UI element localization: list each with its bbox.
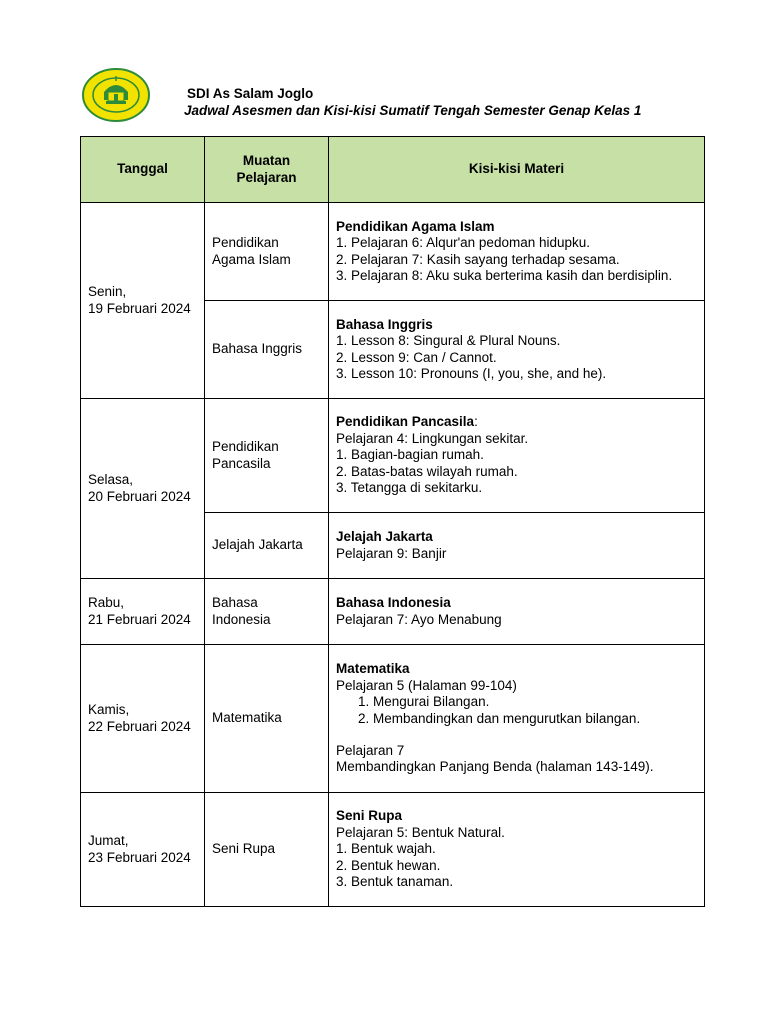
outline-line: 3. Tetangga di sekitarku.: [336, 480, 483, 496]
outline-title: Bahasa Inggris: [336, 316, 433, 332]
outline-line: 1. Pelajaran 6: Alqur'an pedoman hidupku.: [336, 235, 591, 251]
outline-line: Pelajaran 5: Bentuk Natural.: [336, 824, 505, 840]
outline-cell: [329, 399, 705, 513]
date-cell: [81, 579, 205, 645]
outline-line: 3. Bentuk tanaman.: [336, 874, 454, 890]
table-row: [81, 579, 705, 645]
subject-cell: Pendidikan Agama Islam: [205, 203, 329, 301]
outline-cell: [329, 301, 705, 399]
day-label: Selasa,: [88, 472, 134, 488]
outline-line: 2. Pelajaran 7: Kasih sayang terhadap sesama.: [336, 251, 620, 267]
numbered-item: 1. Mengurai Bilangan.: [358, 694, 490, 710]
column-header-subject: Muatan Pelajaran: [205, 137, 329, 203]
school-logo: [82, 68, 150, 122]
subject-cell: Bahasa Indonesia: [205, 579, 329, 645]
subject-cell: Pendidikan Pancasila: [205, 399, 329, 513]
table-row: [81, 203, 705, 301]
table-row: [81, 399, 705, 513]
day-label: Rabu,: [88, 595, 125, 611]
subject-cell: Seni Rupa: [205, 793, 329, 907]
outline-title: Matematika: [336, 661, 410, 677]
outline-line: 2. Bentuk hewan.: [336, 857, 441, 873]
outline-title-suffix: :: [474, 414, 478, 430]
table-row: [81, 793, 705, 907]
schedule-table: [80, 136, 705, 907]
outline-line: Pelajaran 7: [336, 742, 405, 758]
day-label: Senin,: [88, 284, 127, 300]
subject-cell: Bahasa Inggris: [205, 301, 329, 399]
outline-line: 3. Lesson 10: Pronouns (I, you, she, and he).: [336, 365, 607, 381]
outline-line: 2. Batas-batas wilayah rumah.: [336, 463, 518, 479]
outline-title: Pendidikan Agama Islam: [336, 218, 495, 234]
date-cell: [81, 793, 205, 907]
outline-cell: [329, 645, 705, 793]
outline-line: 1. Lesson 8: Singural & Plural Nouns.: [336, 333, 561, 349]
outline-line: 2. Lesson 9: Can / Cannot.: [336, 349, 497, 365]
numbered-item: 2. Membandingkan dan mengurutkan bilangan.: [358, 710, 641, 726]
table-header-row: [81, 137, 705, 203]
school-name: SDI As Salam Joglo: [187, 86, 314, 101]
date-cell: [81, 203, 205, 399]
outline-cell: [329, 793, 705, 907]
outline-title-line: [336, 414, 697, 430]
outline-line: 3. Pelajaran 8: Aku suka berterima kasih dan berdisiplin.: [336, 267, 673, 283]
spacer: [336, 727, 697, 743]
outline-title: Seni Rupa: [336, 808, 403, 824]
outline-title: Jelajah Jakarta: [336, 529, 433, 545]
column-header-outline: Kisi-kisi Materi: [329, 137, 705, 203]
column-header-date: Tanggal: [81, 137, 205, 203]
outline-line: Membandingkan Panjang Benda (halaman 143-149).: [336, 759, 654, 775]
day-label: Kamis,: [88, 702, 130, 718]
date-label: 20 Februari 2024: [88, 488, 191, 504]
outline-line: Pelajaran 4: Lingkungan sekitar.: [336, 430, 529, 446]
outline-cell: [329, 579, 705, 645]
date-label: 23 Februari 2024: [88, 849, 191, 865]
day-label: Jumat,: [88, 833, 129, 849]
subject-cell: Matematika: [205, 645, 329, 793]
outline-cell: [329, 513, 705, 579]
date-cell: [81, 645, 205, 793]
outline-line: Pelajaran 5 (Halaman 99-104): [336, 677, 517, 693]
date-label: 22 Februari 2024: [88, 718, 191, 734]
date-label: 19 Februari 2024: [88, 300, 191, 316]
outline-line: 1. Bagian-bagian rumah.: [336, 447, 484, 463]
outline-line: 1. Bentuk wajah.: [336, 841, 436, 857]
outline-line: Pelajaran 9: Banjir: [336, 545, 447, 561]
date-cell: [81, 399, 205, 579]
outline-cell: [329, 203, 705, 301]
subject-cell: Jelajah Jakarta: [205, 513, 329, 579]
outline-line: Pelajaran 7: Ayo Menabung: [336, 611, 502, 627]
date-label: 21 Februari 2024: [88, 611, 191, 627]
document-title: Jadwal Asesmen dan Kisi-kisi Sumatif Tengah Semester Genap Kelas 1: [184, 103, 642, 118]
outline-title: Bahasa Indonesia: [336, 595, 451, 611]
table-row: [81, 645, 705, 793]
outline-title: Pendidikan Pancasila: [336, 414, 475, 430]
